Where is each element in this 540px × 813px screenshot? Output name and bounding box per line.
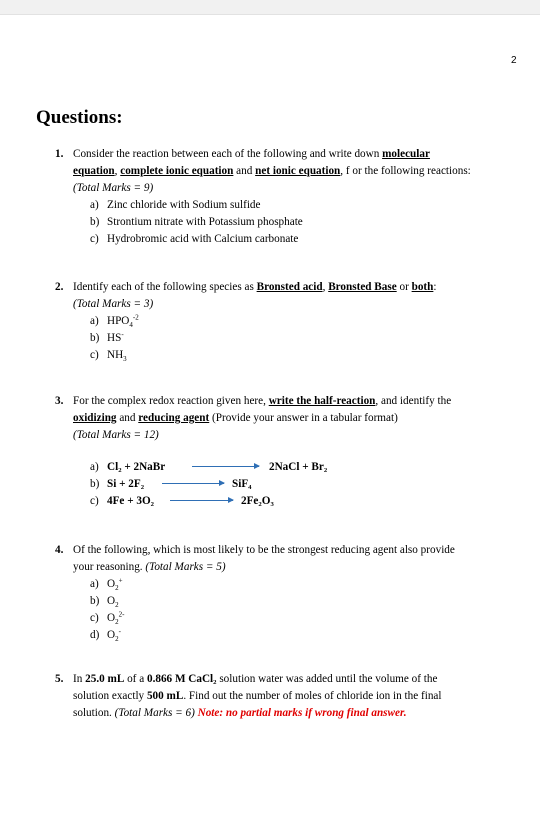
text: solution exactly: [73, 690, 147, 702]
option-letter: a): [90, 578, 99, 590]
option-letter: c): [90, 612, 99, 624]
reaction-arrow: [162, 483, 224, 484]
option-letter: a): [90, 199, 99, 211]
option-letter: c): [90, 495, 99, 507]
page-title: Questions:: [36, 107, 123, 128]
products: SiF₄: [232, 478, 252, 490]
question-text: [73, 671, 442, 722]
formula: O: [107, 612, 116, 624]
charge: 2-: [118, 610, 125, 619]
charge: -2: [132, 313, 139, 322]
question-text: [73, 393, 451, 444]
species: [107, 313, 139, 330]
emphasis: 0.866 M CaCl₂: [146, 673, 217, 685]
text: Identify each of the following species as: [73, 281, 257, 293]
text: or: [396, 281, 412, 293]
text: ,: [322, 281, 329, 293]
note: Note: no partial marks if wrong final answer.: [194, 707, 407, 719]
question-4: [55, 542, 525, 642]
reactants: Cl₂ + 2NaBr: [107, 461, 166, 473]
text: For the complex redox reaction given here,: [73, 395, 269, 407]
option-text: Zinc chloride with Sodium sulfide: [107, 199, 261, 211]
emphasis: net ionic equation: [255, 165, 341, 177]
question-2: [55, 279, 525, 364]
reaction-arrow: [192, 466, 259, 467]
reaction-c: [90, 493, 154, 510]
option-letter: b): [90, 595, 100, 607]
question-number: 2.: [55, 281, 64, 293]
marks: (Total Marks = 12): [73, 429, 159, 441]
option-a: [90, 313, 139, 330]
formula: O: [107, 629, 116, 641]
text: . Find out the number of moles of chloride ion in the final: [183, 690, 442, 702]
text: solution.: [73, 707, 115, 719]
reaction-b: [90, 476, 144, 493]
question-number: 4.: [55, 544, 64, 556]
option-d: [90, 627, 121, 644]
products: 2NaCl + Br₂: [269, 461, 328, 473]
emphasis: 500 mL: [146, 690, 184, 702]
emphasis: Bronsted acid: [256, 281, 323, 293]
text: In: [73, 673, 86, 685]
reactants: 4Fe + 3O₂: [107, 495, 155, 507]
option-letter: c): [90, 233, 99, 245]
question-number: 5.: [55, 673, 64, 685]
option-b: [90, 330, 124, 347]
option-c: [90, 610, 124, 627]
question-text: [73, 279, 436, 313]
emphasis: molecular: [382, 148, 430, 160]
question-text: [73, 542, 455, 576]
option-b: [90, 593, 119, 610]
charge: -: [118, 627, 121, 636]
subscript: 2: [115, 635, 119, 644]
emphasis: oxidizing: [73, 412, 117, 424]
subscript: 3: [123, 355, 127, 364]
text: :: [433, 281, 437, 293]
reaction-a: [90, 459, 165, 476]
text: ,: [114, 165, 121, 177]
subscript: 2: [115, 618, 119, 627]
formula: O: [107, 595, 116, 607]
text: Of the following, which is most likely to be the strongest reducing agent also provide: [73, 544, 455, 556]
emphasis: equation: [73, 165, 115, 177]
question-5: [55, 671, 525, 726]
products: 2Fe₂O₃: [241, 495, 274, 507]
option-a: [90, 576, 123, 593]
text: , and identify the: [375, 395, 452, 407]
option-letter: a): [90, 461, 99, 473]
formula: O: [107, 578, 116, 590]
marks: (Total Marks = 9): [73, 182, 154, 194]
option-letter: b): [90, 478, 100, 490]
option-c: [90, 347, 127, 364]
option-letter: b): [90, 216, 100, 228]
option-text: Hydrobromic acid with Calcium carbonate: [107, 233, 299, 245]
option-c: [90, 231, 298, 248]
formula: HS: [107, 332, 122, 344]
emphasis: complete ionic equation: [120, 165, 234, 177]
text: of a: [124, 673, 147, 685]
subscript: 2: [115, 601, 119, 610]
text: Consider the reaction between each of the following and write down: [73, 148, 383, 160]
emphasis: both: [411, 281, 434, 293]
charge: -: [121, 330, 124, 339]
question-text: [73, 146, 471, 197]
marks: (Total Marks = 6): [114, 707, 195, 719]
charge: +: [118, 576, 123, 585]
formula: HPO: [107, 315, 130, 327]
subscript: 4: [129, 321, 133, 330]
emphasis: 25.0 mL: [85, 673, 125, 685]
text: and: [116, 412, 139, 424]
text: and: [233, 165, 256, 177]
viewer-top-band: [0, 0, 540, 15]
formula: NH: [107, 349, 124, 361]
question-3: [55, 393, 525, 513]
option-text: Strontium nitrate with Potassium phosphate: [107, 216, 303, 228]
option-a: [90, 197, 261, 214]
text: solution water was added until the volume of the: [216, 673, 438, 685]
text: (Provide your answer in a tabular format): [209, 412, 398, 424]
page-number: 2: [511, 55, 517, 66]
text: your reasoning.: [73, 561, 146, 573]
marks: (Total Marks = 3): [73, 298, 154, 310]
option-letter: d): [90, 629, 100, 641]
emphasis: reducing agent: [138, 412, 210, 424]
text: , f or the following reactions:: [340, 165, 471, 177]
question-1: [55, 146, 525, 256]
option-letter: c): [90, 349, 99, 361]
emphasis: write the half-reaction: [268, 395, 376, 407]
marks: (Total Marks = 5): [145, 561, 226, 573]
reaction-arrow: [170, 500, 233, 501]
option-b: [90, 214, 303, 231]
option-letter: a): [90, 315, 99, 327]
reactants: Si + 2F₂: [107, 478, 145, 490]
question-number: 1.: [55, 148, 64, 160]
question-number: 3.: [55, 395, 64, 407]
subscript: 2: [115, 584, 119, 593]
emphasis: Bronsted Base: [328, 281, 397, 293]
option-letter: b): [90, 332, 100, 344]
